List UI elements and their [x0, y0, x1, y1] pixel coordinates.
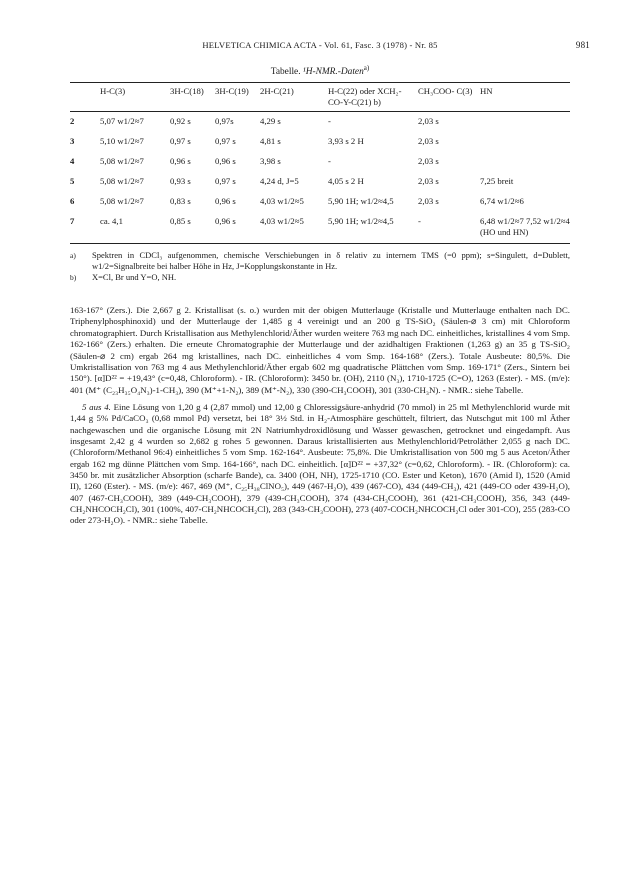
table-cell: 6,48 w1/2≈7 7,52 w1/2≈4 (HO und HN) — [480, 216, 570, 238]
table-row — [70, 112, 570, 133]
table-cell: 5,08 w1/2≈7 — [100, 176, 144, 187]
table-cell: 4,29 s — [260, 116, 281, 127]
paragraph-text: 163-167° (Zers.). Die 2,667 g 2. Kristallisat (s. o.) wurden mit der obigen Mutterlauge (Kristalle und Mutterlauge enthalten nach DC. Triphenylphosphinoxid) und der Mutterlauge der 1,485 g 4 vereinigt und an 200 g TS-SiO₂ (Säulen-⌀ 3 cm) mit Chloroform chromatographiert. Durch Kristallisation aus Methylenchlorid/Äther wurden weitere 763 mg nach DC. einheitliches, kristallines 4 vom Smp. 162-166° (Zers.) erhalten. Die erneute Chromatographie der Mutterlauge und der azidhaltigen Fraktionen (1,263 g) an 35 g TS-SiO₂ (Säulen-⌀ 2 cm) ergab 264 mg kristallines, nach DC. einheitliches 4 vom Smp. 164-168° (Zers.). Totale Ausbeute: 80,5%. Die Umkristallisation von 763 mg 4 aus Methylenchlorid/Äther ergab 602 mg quadratische Plättchen vom Smp. 169-171° (Zers., Sintern bei 150°). [α]D²² = +19,43° (c=0,48, Chloroform). - IR. (Chloroform): 3450 br. (OH), 2110 (N₃), 1710-1725 (C=O), 1263 (Ester). - MS. (m/e): 401 (M⁺ (C₂₃H₃₅O₄N₃)-1-CH₃), 390 (M⁺+1-N₂), 389 (M⁺-N₂), 330 (390-CH₃COOH), 301 (330-CH₃N). - NMR.: siehe Tabelle. — [70, 305, 570, 395]
table-cell: 7,25 breit — [480, 176, 514, 187]
table-cell: 5,08 w1/2≈7 — [100, 196, 144, 207]
table-cell: 0,97 s — [215, 176, 236, 187]
page-number: 981 — [575, 40, 590, 50]
table-cell — [480, 112, 570, 133]
footnote-mark: b) — [70, 273, 77, 283]
column-header: 3H-C(19) — [215, 86, 249, 97]
column-header: 3H-C(18) — [170, 86, 204, 97]
table-cell: 2,03 s — [418, 136, 439, 147]
table-cell: 4,24 d, J=5 — [260, 176, 299, 187]
table-row — [70, 192, 570, 212]
table-cell: 2,03 s — [418, 156, 439, 167]
table-cell: 0,92 s — [170, 116, 191, 127]
table-row — [70, 132, 570, 152]
footnote-text: X=Cl, Br und Y=O, NH. — [92, 272, 177, 283]
compound-number: 6 — [70, 196, 75, 207]
table-row — [70, 212, 570, 244]
table-cell: 5,90 1H; w1/2≈4,5 — [328, 196, 394, 207]
page — [70, 40, 590, 527]
footnote-text: Spektren in CDCl₃ aufgenommen, chemische Verschiebungen in δ relativ zu internem TMS (=0 ppm); s=Singulett, d=Dublett, w1/2=Signalbreite bei halber Höhe in Hz, J=Kopplungskonstante in Hz. — [92, 250, 570, 272]
compound-number: 7 — [70, 216, 75, 227]
table-caption — [70, 64, 570, 77]
table-cell: 0,85 s — [170, 216, 191, 227]
table-cell: 2,03 s — [418, 176, 439, 187]
table-cell: 0,93 s — [170, 176, 191, 187]
table-cell: 5,08 w1/2≈7 — [100, 156, 144, 167]
body-text — [70, 305, 570, 527]
paragraph-text: Eine Lösung von 1,20 g 4 (2,87 mmol) und 12,00 g Chloressigsäure-anhydrid (70 mmol) in 25 ml Methylenchlorid wurde mit 1,44 g 5% Pd/CaCO₃ (0,68 mmol Pd) versetzt, bei 18° 3½ Std. in H₂-Atmosphäre geschüttelt, filtriert, das Nutschgut mit 100 ml Äther nachgewaschen und die organische Lösung mit 2N Natriumhydroxidlösung und Wasser gewaschen, getrocknet und eingedampft. Aus insgesamt 2,42 g 4 wurden so 2,682 g rohes 5 gewonnen. Daraus kristallisierten aus Methylenchlorid/Petroläther 2,055 g nach DC. (Chloroform/Methanol 96:4) einheitliches 5 vom Smp. 162-164°. Ausbeute: 75,8%. Die Umkristallisation von 500 mg 5 aus Aceton/Äther ergab 162 mg dünne Plättchen vom Smp. 164-166°, nach DC. einheitlich. [α]D²² = +37,32° (c=0,62, Chloroform). - IR. (Chloroform): ca. 3450 br. mit zusätzlicher Absorption (scharfe Bande), ca. 3400 (OH, NH), 1725-1710 (CO. Ester und Keton), 1670 (Amid I), 1520 (Amid II), 1260 (Ester). - MS. (m/e): 467, 469 (M⁺, C₂₅H₃₈ClNO₅), 449 (467-H₂O), 439 (467-CO), 434 (449-CH₃), 421 (449-CO oder 439-H₂O), 407 (467-CH₃COOH), 389 (449-CH₃COOH), 379 (439-CH₃COOH), 374 (434-CH₃COOH), 361 (421-CH₃COOH), 356, 343 (449-CH₂NHCOCH₂Cl), 301 (100%, 407-CH₂NHCOCH₂Cl), 283 (343-CH₃COOH), 273 (407-COCH₂NHCOCH₂Cl oder 301-CO), 255 (283-CO oder 273-H₂O). - NMR.: siehe Tabelle. — [70, 401, 570, 526]
caption-footnote-mark: a) — [363, 64, 370, 72]
footnote — [70, 272, 570, 283]
table-cell: 4,81 s — [260, 136, 281, 147]
footnote-mark: a) — [70, 251, 76, 261]
column-header: 2H-C(21) — [260, 86, 294, 97]
table-cell: 4,03 w1/2≈5 — [260, 216, 304, 227]
compound-number: 3 — [70, 136, 75, 147]
table-cell — [480, 132, 570, 152]
table-cell: 0,83 s — [170, 196, 191, 207]
section-subheading: 5 aus 4. — [82, 401, 111, 412]
column-header: H-C(3) — [100, 86, 126, 97]
compound-number: 2 — [70, 116, 75, 127]
table-cell: 2,03 s — [418, 116, 439, 127]
table-cell: - — [328, 156, 331, 167]
table-row — [70, 152, 570, 172]
journal-title: HELVETICA CHIMICA ACTA - Vol. 61, Fasc. 3 (1978) - Nr. 85 — [202, 40, 438, 50]
table-cell: 4,05 s 2 H — [328, 176, 364, 187]
table-cell: 5,10 w1/2≈7 — [100, 136, 144, 147]
table-cell: 3,98 s — [260, 156, 281, 167]
table-cell: 0,96 s — [215, 156, 236, 167]
table-cell — [480, 152, 570, 172]
table-cell: ca. 4,1 — [100, 216, 123, 227]
column-header: H-C(22) oder XCH₂- CO-Y-C(21) b) — [328, 86, 402, 108]
table-cell: 0,97 s — [215, 136, 236, 147]
table-cell: 0,96 s — [215, 216, 236, 227]
footnote — [70, 250, 570, 272]
table-footnotes — [70, 250, 570, 283]
compound-number: 4 — [70, 156, 75, 167]
paragraph — [70, 305, 570, 396]
compound-number: 5 — [70, 176, 75, 187]
table-cell: 0,96 s — [215, 196, 236, 207]
table-body — [70, 112, 570, 244]
table-cell: 0,96 s — [170, 156, 191, 167]
nmr-table — [70, 82, 570, 244]
table-cell: 0,97 s — [170, 136, 191, 147]
column-header: HN — [480, 86, 493, 97]
table-header-row — [70, 83, 570, 112]
paragraph — [70, 402, 570, 527]
table-cell: 3,93 s 2 H — [328, 136, 364, 147]
table-cell: 5,90 1H; w1/2≈4,5 — [328, 216, 394, 227]
table-cell: - — [328, 116, 331, 127]
running-head — [70, 40, 590, 54]
caption-title: ¹H-NMR.-Daten — [302, 67, 364, 78]
table-row — [70, 172, 570, 192]
caption-prefix: Tabelle. — [270, 67, 303, 78]
table-cell: 6,74 w1/2≈6 — [480, 196, 524, 207]
table-cell: - — [418, 216, 421, 227]
table-cell: 0,97s — [215, 116, 234, 127]
table-cell: 4,03 w1/2≈5 — [260, 196, 304, 207]
table-cell: 5,07 w1/2≈7 — [100, 116, 144, 127]
column-header — [70, 83, 100, 112]
column-header: CH₃COO- C(3) — [418, 86, 473, 97]
table-cell: 2,03 s — [418, 196, 439, 207]
